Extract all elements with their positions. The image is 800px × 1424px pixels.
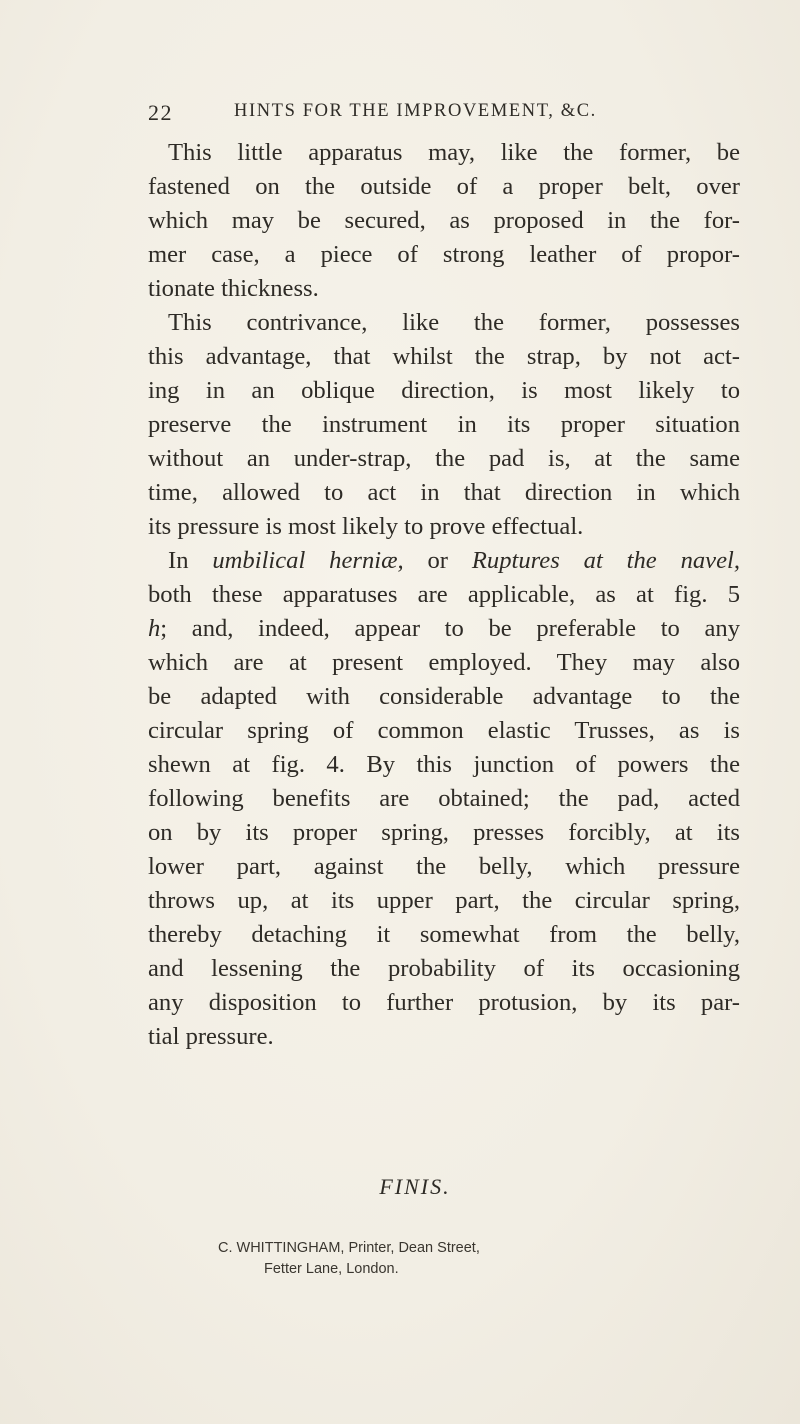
page-number: 22 — [148, 100, 173, 125]
text-line: time, allowed to act in that direction in which — [148, 479, 740, 506]
text-line: be adapted with considerable advantage to the — [148, 683, 740, 710]
text-line: tionate thickness. — [148, 275, 319, 302]
imprint-line: Fetter Lane, London. — [264, 1261, 399, 1277]
running-head — [148, 100, 708, 134]
text-line: thereby detaching it somewhat from the belly, — [148, 921, 740, 948]
text-line: both these apparatuses are applicable, as at fig. 5 — [148, 581, 740, 608]
text-run: or — [403, 547, 472, 574]
text-line: throws up, at its upper part, the circular spring, — [148, 887, 740, 914]
running-title: HINTS FOR THE IMPROVEMENT, &C. — [234, 101, 597, 121]
paragraph-3 — [148, 544, 740, 1054]
text-line — [148, 544, 740, 578]
text-line: fastened on the outside of a proper belt, over — [148, 173, 740, 200]
imprint-line: C. WHITTINGHAM, Printer, Dean Street, — [218, 1240, 480, 1256]
text-run: In — [168, 547, 213, 574]
text-line: on by its proper spring, presses forcibly, at its — [148, 819, 740, 846]
text-line: and lessening the probability of its occasioning — [148, 955, 740, 982]
text-line: lower part, against the belly, which pressure — [148, 853, 740, 880]
text-run: ; and, indeed, appear to be preferable to any — [160, 615, 740, 642]
text-line: preserve the instrument in its proper situation — [148, 411, 740, 438]
paragraph-2 — [148, 306, 740, 544]
printer-imprint — [218, 1238, 698, 1280]
text-line: ing in an oblique direction, is most likely to — [148, 377, 740, 404]
text-line: This contrivance, like the former, possesses — [168, 309, 740, 336]
text-line: This little apparatus may, like the former, be — [168, 139, 740, 166]
text-line: tial pressure. — [148, 1023, 274, 1050]
text-line — [148, 612, 740, 646]
text-line: circular spring of common elastic Trusses, as is — [148, 717, 740, 744]
text-line: any disposition to further protusion, by its par- — [148, 989, 740, 1016]
text-line: without an under-strap, the pad is, at the same — [148, 445, 740, 472]
finis-heading: FINIS. — [379, 1174, 451, 1199]
body-text — [148, 136, 740, 1054]
text-line: its pressure is most likely to prove effectual. — [148, 513, 584, 540]
italic-term: h — [148, 615, 161, 642]
italic-term: Ruptures at the navel, — [471, 547, 740, 574]
text-line: following benefits are obtained; the pad, acted — [148, 785, 740, 812]
paragraph-1 — [148, 136, 740, 306]
italic-term: umbilical herniæ, — [212, 547, 404, 574]
text-line: which may be secured, as proposed in the for- — [148, 207, 740, 234]
text-line: this advantage, that whilst the strap, by not act- — [148, 343, 740, 370]
text-line: which are at present employed. They may also — [148, 649, 740, 676]
text-line: shewn at fig. 4. By this junction of powers the — [148, 751, 740, 778]
text-line: mer case, a piece of strong leather of propor- — [148, 241, 740, 268]
